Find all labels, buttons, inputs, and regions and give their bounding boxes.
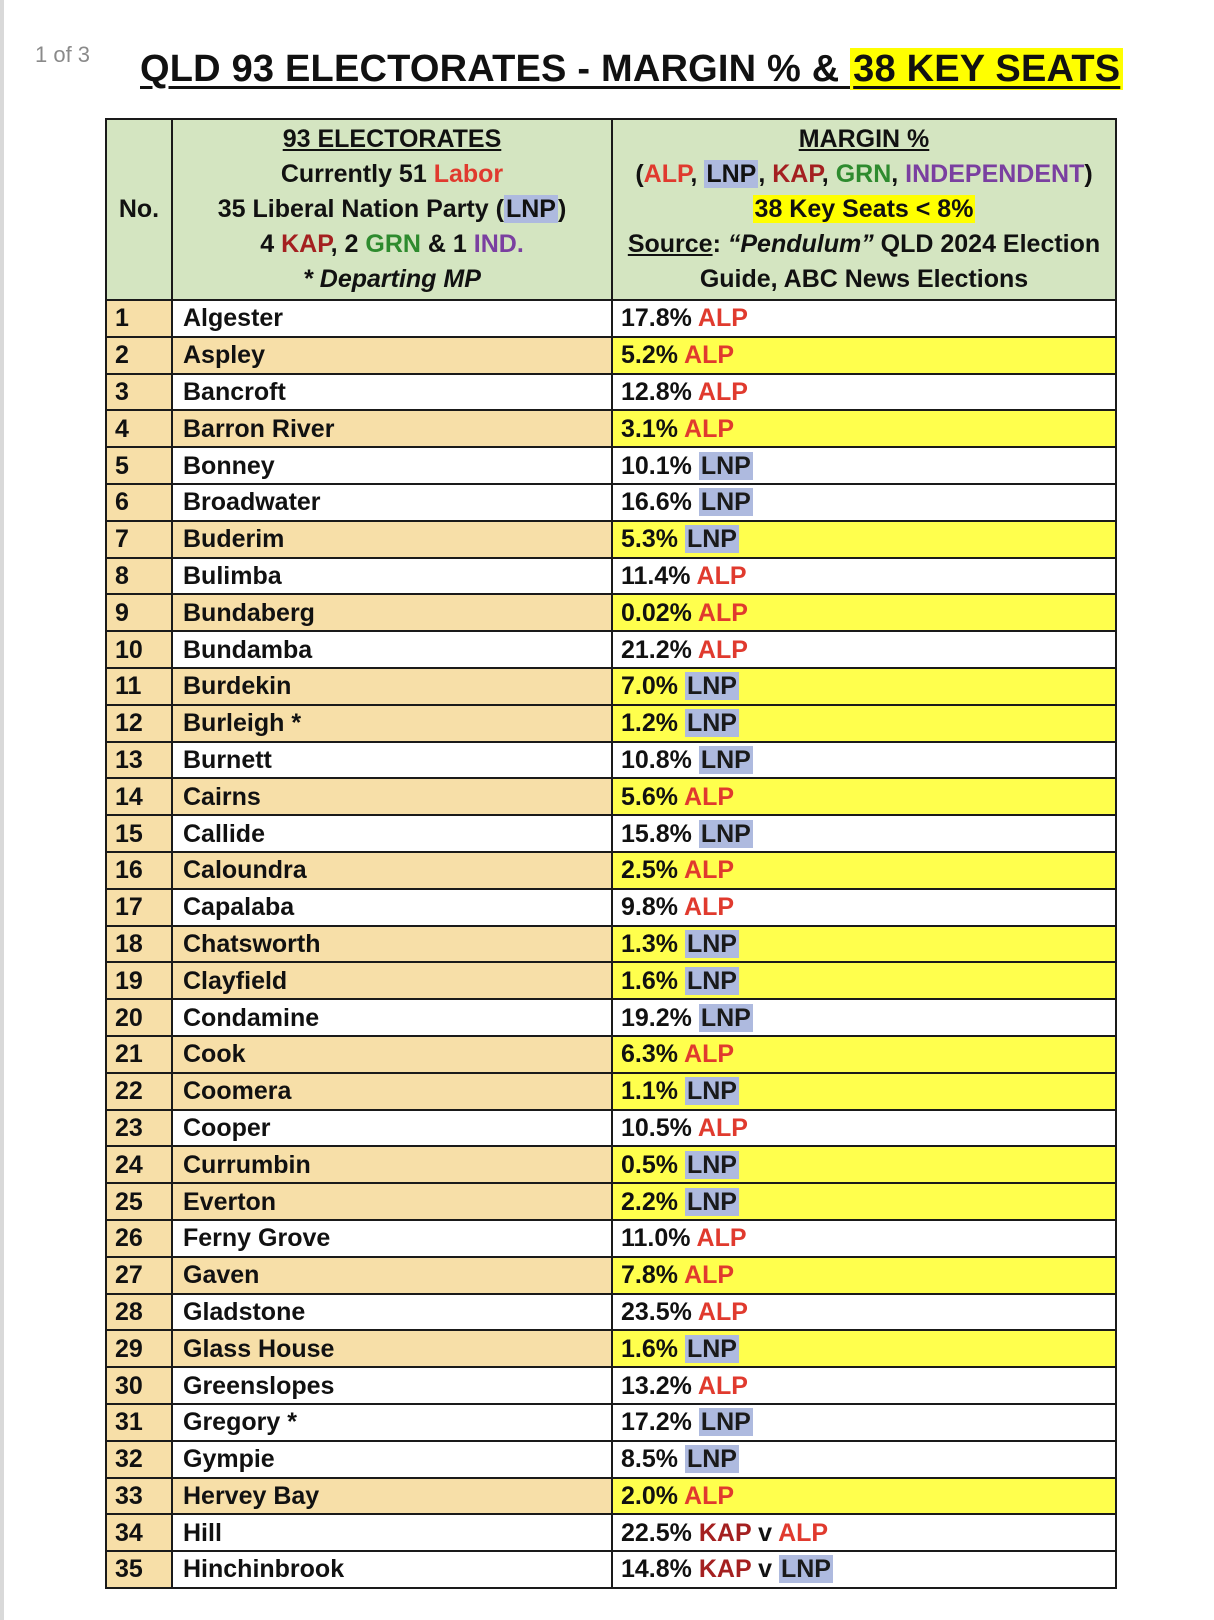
- margin-party: ALP: [684, 1040, 735, 1069]
- table-row: [106, 1220, 1116, 1257]
- margin-cell: [612, 447, 1116, 484]
- margin-value: 16.6%: [621, 488, 699, 517]
- margin-cell: [612, 1478, 1116, 1515]
- margin-cell: [612, 705, 1116, 742]
- margin-cell: [612, 852, 1116, 889]
- margin-cell: [612, 1330, 1116, 1367]
- table-row: [106, 300, 1116, 337]
- table-row: [106, 926, 1116, 963]
- row-number: 22: [106, 1073, 172, 1110]
- margin-party: ALP: [697, 304, 748, 333]
- row-number: 25: [106, 1183, 172, 1220]
- margin-cell: [612, 1367, 1116, 1404]
- margin-cell: [612, 1294, 1116, 1331]
- margin-value: 8.5%: [621, 1445, 685, 1474]
- margin-cell: [612, 1404, 1116, 1441]
- title-main: QLD 93 ELECTORATES - MARGIN % &: [140, 48, 851, 90]
- margin-party: LNP: [686, 709, 737, 738]
- row-number: 26: [106, 1220, 172, 1257]
- row-number: 4: [106, 410, 172, 447]
- row-number: 27: [106, 1257, 172, 1294]
- ind-label: IND.: [473, 230, 524, 258]
- margin-party: ALP: [697, 377, 748, 406]
- margin-party: LNP: [700, 451, 751, 480]
- row-number: 2: [106, 337, 172, 374]
- margin-cell: [612, 1441, 1116, 1478]
- margin-value: 5.2%: [621, 341, 685, 370]
- margin-value: 12.8%: [621, 377, 698, 406]
- margin-party: ALP: [684, 893, 735, 922]
- versus-label: v: [751, 1518, 779, 1547]
- row-number: 17: [106, 889, 172, 926]
- source-line: [619, 227, 1109, 262]
- table-row: [106, 1441, 1116, 1478]
- margin-party: LNP: [686, 672, 737, 701]
- table-row: [106, 521, 1116, 558]
- table-row: [106, 484, 1116, 521]
- margin-cell: [612, 1514, 1116, 1551]
- electorate-name: Bancroft: [172, 374, 612, 411]
- margin-cell: [612, 889, 1116, 926]
- table-row: [106, 889, 1116, 926]
- margin-cell: [612, 521, 1116, 558]
- row-number: 14: [106, 778, 172, 815]
- header-margin: [612, 119, 1116, 300]
- margin-party: LNP: [686, 966, 737, 995]
- margin-cell: [612, 337, 1116, 374]
- legend-alp: ALP: [643, 160, 691, 188]
- margin-value: 19.2%: [621, 1003, 699, 1032]
- row-number: 9: [106, 594, 172, 631]
- electorates-table: [105, 118, 1117, 1589]
- margin-party: ALP: [697, 1297, 748, 1326]
- table-row: [106, 815, 1116, 852]
- electorate-name: Gregory *: [172, 1404, 612, 1441]
- row-number: 1: [106, 300, 172, 337]
- margin-party: ALP: [684, 782, 735, 811]
- margin-party: ALP: [684, 856, 735, 885]
- margin-party: LNP: [686, 1187, 737, 1216]
- row-number: 31: [106, 1404, 172, 1441]
- header-margin-title: MARGIN %: [798, 125, 930, 153]
- margin-value: 5.6%: [621, 782, 685, 811]
- row-number: 10: [106, 631, 172, 668]
- margin-value: 1.6%: [621, 1334, 685, 1363]
- margin-party: LNP: [686, 1445, 737, 1474]
- key-seats-note: [619, 192, 1109, 227]
- table-row: [106, 1330, 1116, 1367]
- electorate-name: Bundaberg: [172, 594, 612, 631]
- margin-cell: [612, 1073, 1116, 1110]
- row-number: 34: [106, 1514, 172, 1551]
- margin-party: KAP: [698, 1518, 752, 1547]
- electorate-name: Capalaba: [172, 889, 612, 926]
- electorate-name: Currumbin: [172, 1146, 612, 1183]
- table-row: [106, 1257, 1116, 1294]
- margin-cell: [612, 742, 1116, 779]
- source-label: Source: [627, 230, 713, 258]
- electorate-name: Aspley: [172, 337, 612, 374]
- table-row: [106, 447, 1116, 484]
- key-seats-label: 38 Key Seats < 8%: [754, 195, 974, 223]
- table-row: [106, 594, 1116, 631]
- table-row: [106, 705, 1116, 742]
- margin-cell: [612, 1110, 1116, 1147]
- electorate-name: Hervey Bay: [172, 1478, 612, 1515]
- ind-count-text: & 1: [420, 230, 474, 258]
- electorate-name: Buderim: [172, 521, 612, 558]
- legend-sep: ,: [758, 160, 773, 188]
- kap-count-text: 4: [260, 230, 282, 258]
- grn-count-text: , 2: [330, 230, 366, 258]
- margin-party: ALP: [696, 561, 747, 590]
- margin-cell: [612, 1257, 1116, 1294]
- header-lnp-count: [179, 192, 605, 227]
- table-row: [106, 778, 1116, 815]
- grn-label: GRN: [365, 230, 421, 258]
- table-body: [106, 300, 1116, 1588]
- table-row: [106, 1110, 1116, 1147]
- table-row: [106, 962, 1116, 999]
- table-row: [106, 410, 1116, 447]
- row-number: 19: [106, 962, 172, 999]
- margin-value: 11.0%: [621, 1224, 697, 1253]
- margin-value: 10.1%: [621, 451, 699, 480]
- margin-cell: [612, 631, 1116, 668]
- source-line-2: Guide, ABC News Elections: [699, 265, 1029, 293]
- margin-value: 5.3%: [621, 525, 685, 554]
- row-number: 21: [106, 1036, 172, 1073]
- row-number: 29: [106, 1330, 172, 1367]
- margin-value: 14.8%: [621, 1555, 699, 1584]
- margin-party: KAP: [698, 1555, 752, 1584]
- table-row: [106, 1036, 1116, 1073]
- header-electorates: [172, 119, 612, 300]
- electorate-name: Bulimba: [172, 558, 612, 595]
- source-rest: QLD 2024 Election: [873, 230, 1101, 258]
- margin-value: 13.2%: [621, 1371, 698, 1400]
- margin-value: 2.2%: [621, 1187, 685, 1216]
- margin-value: 10.5%: [621, 1113, 698, 1142]
- electorate-name: Barron River: [172, 410, 612, 447]
- margin-cell: [612, 1183, 1116, 1220]
- electorate-name: Algester: [172, 300, 612, 337]
- source-colon: :: [712, 230, 728, 258]
- row-number: 15: [106, 815, 172, 852]
- margin-party: LNP: [686, 929, 737, 958]
- row-number: 24: [106, 1146, 172, 1183]
- labor-count-text: Currently 51: [280, 160, 434, 188]
- electorate-name: Gaven: [172, 1257, 612, 1294]
- margin-party: ALP: [697, 635, 748, 664]
- margin-value: 15.8%: [621, 819, 699, 848]
- legend-sep: ,: [690, 160, 705, 188]
- margin-value: 0.02%: [621, 598, 698, 627]
- table-row: [106, 1404, 1116, 1441]
- electorate-name: Hinchinbrook: [172, 1551, 612, 1588]
- table-row: [106, 1073, 1116, 1110]
- margin-value: 9.8%: [621, 893, 685, 922]
- row-number: 18: [106, 926, 172, 963]
- legend-sep: ,: [821, 160, 836, 188]
- electorate-name: Bundamba: [172, 631, 612, 668]
- table-row: [106, 1183, 1116, 1220]
- margin-party: LNP: [700, 1408, 751, 1437]
- legend-sep: ,: [891, 160, 906, 188]
- margin-party: ALP: [684, 414, 735, 443]
- table-row: [106, 852, 1116, 889]
- source-pendulum: “Pendulum”: [727, 230, 874, 258]
- table-row: [106, 374, 1116, 411]
- margin-opponent: LNP: [780, 1555, 831, 1584]
- margin-cell: [612, 999, 1116, 1036]
- header-labor-count: [179, 157, 605, 192]
- electorate-name: Glass House: [172, 1330, 612, 1367]
- departing-mp-note: * Departing MP: [303, 265, 481, 293]
- table-row: [106, 631, 1116, 668]
- table-row: [106, 1478, 1116, 1515]
- margin-party: LNP: [686, 1334, 737, 1363]
- electorate-name: Gladstone: [172, 1294, 612, 1331]
- table-header-row: [106, 119, 1116, 300]
- margin-party: ALP: [684, 1261, 735, 1290]
- margin-cell: [612, 668, 1116, 705]
- header-party-legend: [619, 157, 1109, 192]
- table-row: [106, 337, 1116, 374]
- legend-lnp: LNP: [706, 160, 757, 188]
- row-number: 12: [106, 705, 172, 742]
- margin-value: 22.5%: [621, 1518, 699, 1547]
- margin-party: LNP: [700, 819, 751, 848]
- margin-cell: [612, 1146, 1116, 1183]
- legend-independent: INDEPENDENT: [905, 160, 1085, 188]
- margin-value: 11.4%: [621, 561, 697, 590]
- margin-value: 10.8%: [621, 745, 699, 774]
- row-number: 23: [106, 1110, 172, 1147]
- electorate-name: Broadwater: [172, 484, 612, 521]
- table-row: [106, 999, 1116, 1036]
- row-number: 30: [106, 1367, 172, 1404]
- legend-grn: GRN: [835, 160, 892, 188]
- electorate-name: Everton: [172, 1183, 612, 1220]
- electorate-name: Chatsworth: [172, 926, 612, 963]
- margin-cell: [612, 300, 1116, 337]
- page-indicator: 1 of 3: [35, 42, 91, 67]
- margin-cell: [612, 410, 1116, 447]
- table-row: [106, 1367, 1116, 1404]
- margin-cell: [612, 558, 1116, 595]
- margin-value: 23.5%: [621, 1297, 698, 1326]
- margin-party: LNP: [700, 745, 751, 774]
- electorate-name: Gympie: [172, 1441, 612, 1478]
- margin-party: LNP: [700, 1003, 751, 1032]
- row-number: 28: [106, 1294, 172, 1331]
- margin-value: 17.2%: [621, 1408, 699, 1437]
- row-number: 8: [106, 558, 172, 595]
- table-row: [106, 742, 1116, 779]
- electorate-name: Cairns: [172, 778, 612, 815]
- margin-party: ALP: [697, 1113, 748, 1142]
- margin-cell: [612, 778, 1116, 815]
- versus-label: v: [751, 1555, 779, 1584]
- margin-value: 1.3%: [621, 929, 685, 958]
- row-number: 11: [106, 668, 172, 705]
- margin-party: ALP: [697, 598, 748, 627]
- margin-cell: [612, 1036, 1116, 1073]
- electorate-name: Coomera: [172, 1073, 612, 1110]
- margin-value: 7.8%: [621, 1261, 685, 1290]
- margin-value: 21.2%: [621, 635, 698, 664]
- margin-value: 17.8%: [621, 304, 698, 333]
- legend-close: ): [1084, 160, 1093, 188]
- margin-party: ALP: [684, 1481, 735, 1510]
- margin-party: LNP: [686, 525, 737, 554]
- legend-open: (: [635, 160, 644, 188]
- margin-value: 0.5%: [621, 1150, 685, 1179]
- electorate-name: Burnett: [172, 742, 612, 779]
- electorate-name: Caloundra: [172, 852, 612, 889]
- electorate-name: Clayfield: [172, 962, 612, 999]
- table-row: [106, 558, 1116, 595]
- electorate-name: Cooper: [172, 1110, 612, 1147]
- table-row: [106, 1294, 1116, 1331]
- margin-cell: [612, 1220, 1116, 1257]
- margin-value: 3.1%: [621, 414, 685, 443]
- margin-cell: [612, 815, 1116, 852]
- electorate-name: Burleigh *: [172, 705, 612, 742]
- margin-cell: [612, 484, 1116, 521]
- lnp-count-text: 35 Liberal Nation Party (: [217, 195, 504, 223]
- row-number: 3: [106, 374, 172, 411]
- margin-value: 2.5%: [621, 856, 685, 885]
- kap-label: KAP: [281, 230, 331, 258]
- margin-party: ALP: [696, 1224, 747, 1253]
- row-number: 7: [106, 521, 172, 558]
- legend-kap: KAP: [772, 160, 822, 188]
- table-row: [106, 1146, 1116, 1183]
- header-no: No.: [106, 119, 172, 300]
- margin-party: LNP: [686, 1150, 737, 1179]
- electorate-name: Hill: [172, 1514, 612, 1551]
- row-number: 6: [106, 484, 172, 521]
- row-number: 35: [106, 1551, 172, 1588]
- row-number: 20: [106, 999, 172, 1036]
- margin-opponent: ALP: [778, 1518, 829, 1547]
- header-electorates-title: 93 ELECTORATES: [282, 125, 502, 153]
- row-number: 32: [106, 1441, 172, 1478]
- page-title: [140, 48, 1123, 91]
- lnp-label: LNP: [505, 195, 556, 223]
- row-number: 33: [106, 1478, 172, 1515]
- electorate-name: Bonney: [172, 447, 612, 484]
- margin-cell: [612, 594, 1116, 631]
- margin-cell: [612, 926, 1116, 963]
- electorate-name: Callide: [172, 815, 612, 852]
- margin-value: 6.3%: [621, 1040, 685, 1069]
- margin-cell: [612, 374, 1116, 411]
- margin-party: LNP: [700, 488, 751, 517]
- row-number: 5: [106, 447, 172, 484]
- electorate-name: Ferny Grove: [172, 1220, 612, 1257]
- margin-value: 7.0%: [621, 672, 685, 701]
- labor-label: Labor: [433, 160, 504, 188]
- electorate-name: Condamine: [172, 999, 612, 1036]
- row-number: 16: [106, 852, 172, 889]
- page-edge: [0, 0, 4, 1620]
- electorate-name: Cook: [172, 1036, 612, 1073]
- margin-value: 2.0%: [621, 1481, 685, 1510]
- row-number: 13: [106, 742, 172, 779]
- electorate-name: Burdekin: [172, 668, 612, 705]
- margin-party: LNP: [686, 1077, 737, 1106]
- margin-cell: [612, 1551, 1116, 1588]
- margin-value: 1.6%: [621, 966, 685, 995]
- margin-party: ALP: [684, 341, 735, 370]
- margin-cell: [612, 962, 1116, 999]
- electorate-name: Greenslopes: [172, 1367, 612, 1404]
- table-row: [106, 668, 1116, 705]
- lnp-close-paren: ): [557, 195, 567, 223]
- margin-value: 1.2%: [621, 709, 685, 738]
- margin-value: 1.1%: [621, 1077, 685, 1106]
- header-minor-count: [179, 227, 605, 262]
- title-highlight: 38 KEY SEATS: [850, 48, 1123, 90]
- table-row: [106, 1551, 1116, 1588]
- margin-party: ALP: [697, 1371, 748, 1400]
- table-row: [106, 1514, 1116, 1551]
